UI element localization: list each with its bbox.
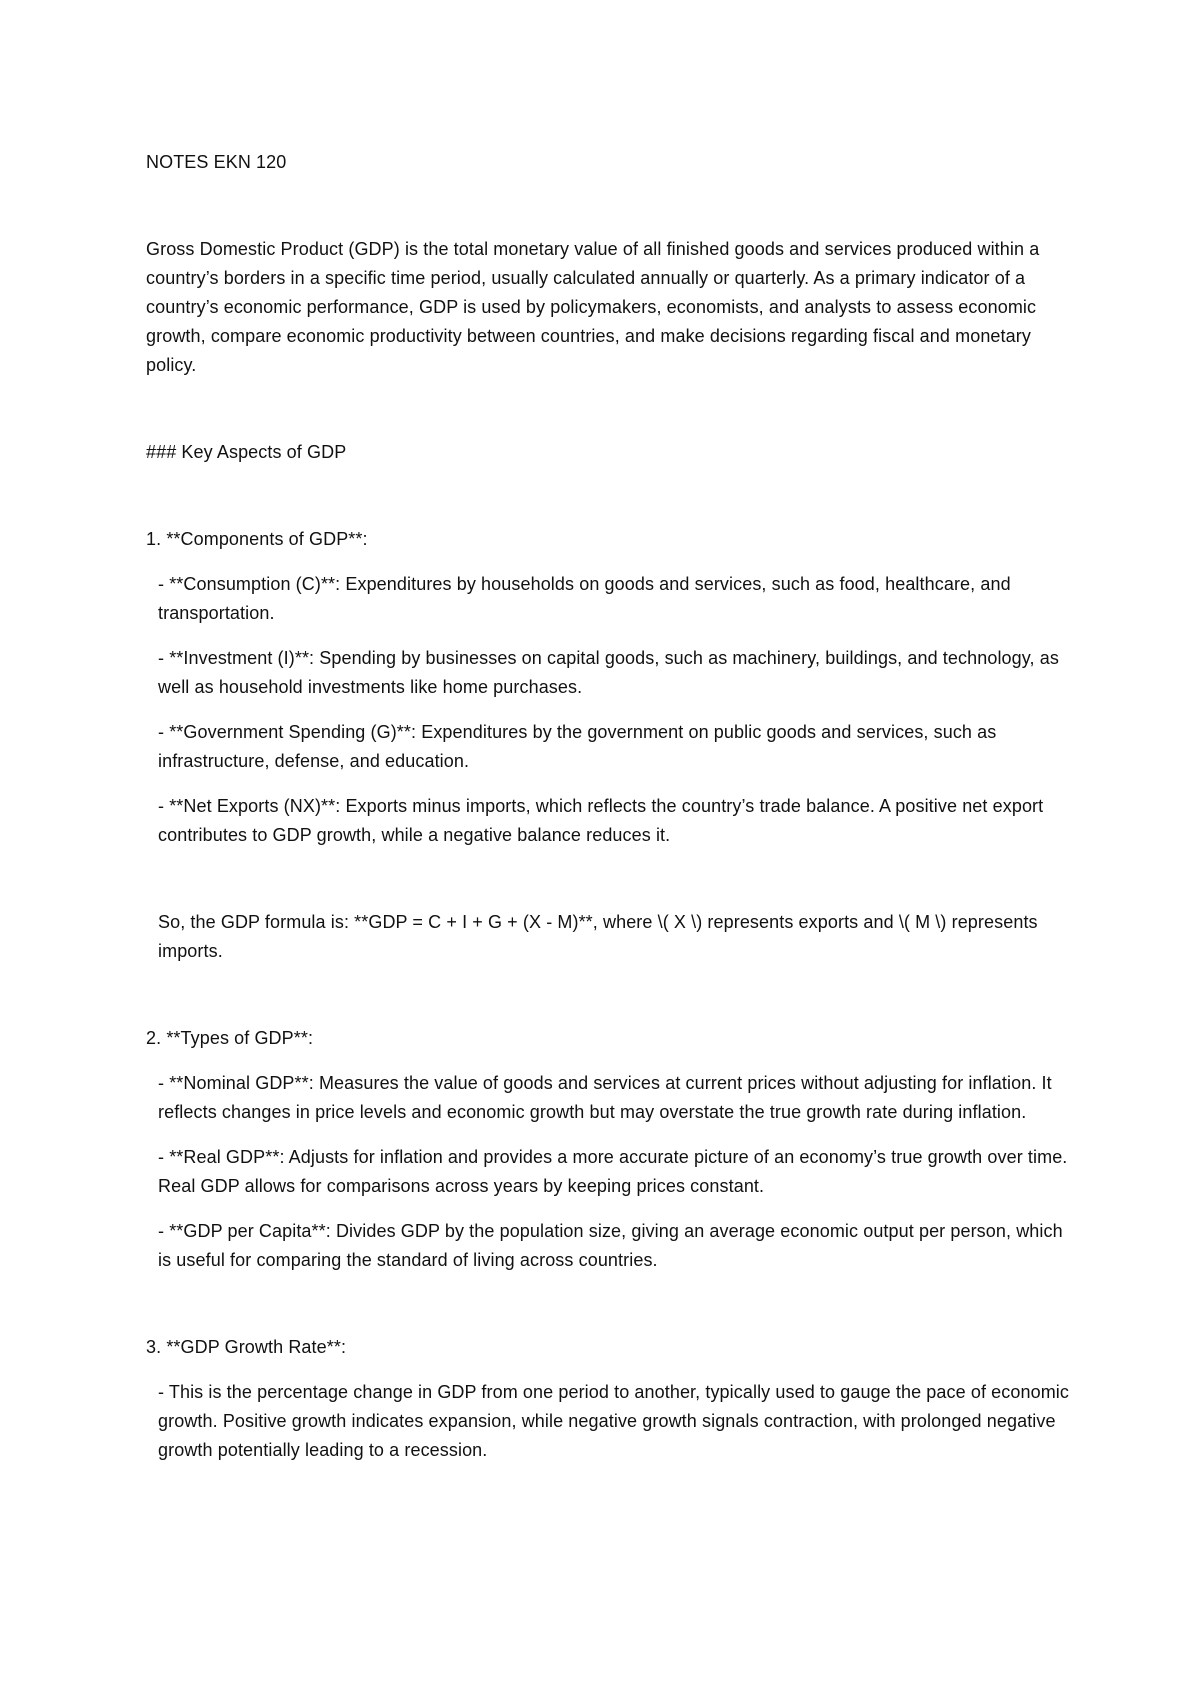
- intro-paragraph: Gross Domestic Product (GDP) is the total monetary value of all finished goods and services produced within a country’s borders in a specific time period, usually calculated annually or quarterly. As a primary indicator of a country’s economic performance, GDP is used by policymakers, economists, and analysts to assess economic growth, compare economic productivity between countries, and make decisions regarding fiscal and monetary policy.: [146, 239, 1040, 375]
- section-heading: ### Key Aspects of GDP: [146, 442, 347, 462]
- section-label-types: 2. **Types of GDP**:: [146, 1028, 314, 1048]
- gdp-formula-paragraph: So, the GDP formula is: **GDP = C + I + G + (X - M)**, where \( X \) represents exports and \( M \) represents imports.: [158, 912, 1038, 961]
- bullet-nominal-gdp: - **Nominal GDP**: Measures the value of goods and services at current prices without adjusting for inflation. It reflects changes in price levels and economic growth but may overstate the true growth rate during inflation.: [158, 1073, 1052, 1122]
- bullet-consumption: - **Consumption (C)**: Expenditures by households on goods and services, such as food, healthcare, and transportation.: [158, 574, 1011, 623]
- bullet-investment: - **Investment (I)**: Spending by businesses on capital goods, such as machinery, buildings, and technology, as well as household investments like home purchases.: [158, 648, 1059, 697]
- bullet-gdp-per-capita: - **GDP per Capita**: Divides GDP by the population size, giving an average economic output per person, which is useful for comparing the standard of living across countries.: [158, 1221, 1063, 1270]
- section-label-growth-rate: 3. **GDP Growth Rate**:: [146, 1337, 347, 1357]
- bullet-net-exports: - **Net Exports (NX)**: Exports minus imports, which reflects the country’s trade balance. A positive net export contributes to GDP growth, while a negative balance reduces it.: [158, 796, 1044, 845]
- bullet-real-gdp: - **Real GDP**: Adjusts for inflation and provides a more accurate picture of an economy’s true growth over time. Real GDP allows for comparisons across years by keeping prices constant.: [158, 1147, 1068, 1196]
- bullet-government-spending: - **Government Spending (G)**: Expenditures by the government on public goods and services, such as infrastructure, defense, and education.: [158, 722, 997, 771]
- document-title: NOTES EKN 120: [146, 152, 287, 172]
- section-label-components: 1. **Components of GDP**:: [146, 529, 368, 549]
- document-body: [146, 148, 1076, 1481]
- bullet-growth-rate: - This is the percentage change in GDP from one period to another, typically used to gauge the pace of economic growth. Positive growth indicates expansion, while negative growth signals contraction, with prolonged negative growth potentially leading to a recession.: [158, 1382, 1069, 1460]
